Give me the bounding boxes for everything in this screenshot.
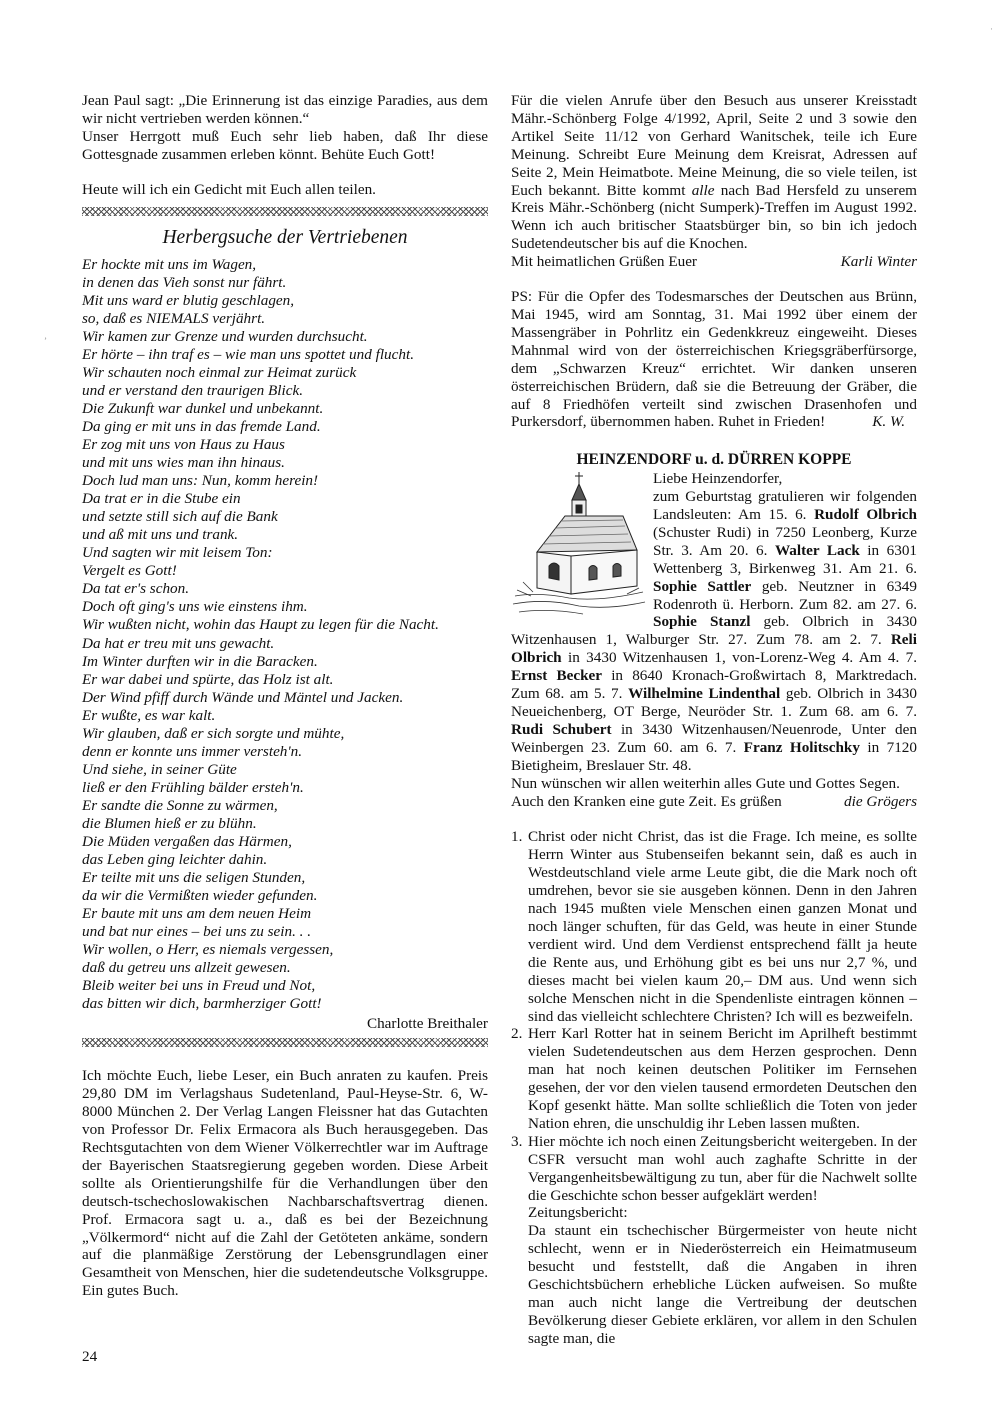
wishes-text: Auch den Kranken eine gute Zeit. Es grüßen: [511, 792, 782, 810]
greeting-signature: Karli Winter: [840, 253, 917, 271]
poem-line: Wir wußten nicht, wohin das Haupt zu legen für die Nacht.: [82, 616, 439, 634]
birthday-name: Reli Olbrich: [511, 631, 917, 667]
list-item: [511, 1025, 917, 1132]
intro-blessing: Unser Herrgott muß Euch sehr lieb haben, daß Ihr diese Gottesgnade zusammen erleben könnt. Behüte Euch Gott!: [82, 127, 488, 163]
poem-line: Da hat er treu mit uns gewacht.: [82, 634, 275, 652]
ps-signature: K. W.: [872, 413, 905, 431]
poem-line: Wir schauten noch einmal zur Heimat zurück: [82, 363, 357, 381]
poem-line: Da tat er's schon.: [82, 580, 190, 598]
list-number: 2.: [511, 1025, 523, 1043]
chapel-illustration-icon: [509, 470, 649, 616]
poem-line: die Blumen hieß er zu blühn.: [82, 814, 257, 832]
wishes: Nun wünschen wir allen weiterhin alles Gute und Gottes Segen.: [511, 774, 900, 792]
poem-line: Vergelt es Gott!: [82, 562, 177, 580]
birthday-name: Sophie Sattler: [653, 577, 752, 595]
poem-line: das Leben ging leichter dahin.: [82, 851, 268, 869]
poem-line: da wir die Vermißten wieder gefunden.: [82, 887, 318, 905]
salutation: Liebe Heinzendorfer,: [653, 470, 783, 488]
poem-line: und mit uns wies man ihn hinaus.: [82, 454, 285, 472]
calls-text-2: nach Bad Hersfeld zu unserem Kreis Mähr.-Schönberg (nicht Sumperk)-Treffen im August 1992. Wenn ich auch britischer Staatsbürger bin, so bin ich jedoch Sudetendeutscher bis auf die Knochen.: [511, 181, 917, 253]
intro-quote: Jean Paul sagt: „Die Erinnerung ist das einzige Paradies, aus dem wir nicht vertrieben werden können.“: [82, 92, 488, 127]
list-number: 3.: [511, 1132, 523, 1150]
birthday-details: in 8640 Kronach-Großwirtach 8, Marktredach. Zum 68. am 5. 7.: [511, 667, 917, 703]
list-text: Christ oder nicht Christ, das ist die Frage. Ich meine, es sollte Herrn Winter aus Stubenseifen bekannt sein, daß es auch in Westdeutschland viele arme Leute gibt, die die Mark noch oft umdrehen, bevor sie sie ausgeben können. Denn in den Jahren nach 1945 mußten viele Menschen einen ganzen Monat und noch länger schuften, für das Geld, was heute in einer Stunde verdient wird. Und dem Verdienst entsprechend fällt ja heute die Rente aus, und Erhöhung gibt es bei uns nur 2,7 %, und dieses macht bei vielen kaum 20,– DM aus. Und wenn sich solche Menschen nicht in die Spendenliste eintragen können – sind das vielleicht schlechtere Christen? Ich will es bezweifeln.: [528, 828, 917, 1025]
poem-line: Wir glauben, daß er sich sorgte und mühte,: [82, 724, 345, 742]
report-block: [511, 1204, 917, 1347]
ps-text: PS: Für die Opfer des Todesmarsches der Deutschen aus Brünn, Mai 1945, wird am Sonntag, 31. Mai 1992 über einem der Massengräber in Pohrlitz ein Gedenkkreuz eingeweiht. Dieses Mahnmal wird von der österreichischen Kriegsgräberfürsorge, dem „Schwarzen Kreuz“ errichtet. Wir danken unseren österreichischen Brüdern, daß sie die Betreuung der Gräber, die auf 8 Friedhöfen verteilt sind zwischen Drasenhofen und Purkersdorf, übernommen haben. Ruhet in Frieden!: [511, 288, 917, 431]
poem-author: Charlotte Breithaler: [366, 1014, 488, 1032]
birthday-details: geb. Olbrich in 3430 Neueichenberg, OT Berge, Neuröder Str. 1. Zum 68. am 6. 7.: [511, 685, 917, 720]
birthday-details: geb. Neutzner in 6349 Rodenroth ü. Herborn. Zum 82. am 27. 6.: [653, 577, 917, 613]
section-title: HEINZENDORF u. d. DÜRREN KOPPE: [576, 451, 852, 469]
birthday-details: in 6301 Wettenberg 3, Birkenweg 31. Am 21. 6.: [653, 541, 918, 577]
poem-line: Mit uns ward er blutig geschlagen,: [82, 291, 295, 309]
poem-line: denn er konnte uns immer versteh'n.: [82, 742, 303, 760]
birthday-details: in 3430 Witzenhausen/Neuenrode, Unter den Weinbergen 23. Zum 60. am 6. 7.: [511, 720, 917, 756]
poem-line: daß du getreu uns allzeit gewesen.: [82, 959, 291, 977]
poem-line: Er baute mit uns am dem neuen Heim: [82, 905, 312, 923]
birthday-details: (Schuster Rudi) in 7250 Leonberg, Kurze Str. 3. Am 20. 6.: [653, 523, 917, 559]
poem-line: das bitten wir dich, barmherziger Gott!: [82, 995, 322, 1013]
poem-line: und aß mit uns und trank.: [82, 526, 239, 544]
numbered-list: [511, 828, 917, 1204]
poem-line: Doch oft ging's uns wie einstens ihm.: [82, 598, 308, 616]
poem-line: und er verstand den traurigen Blick.: [82, 381, 304, 399]
poem-line: Der Wind pfiff durch Wände und Mäntel und Jacken.: [82, 688, 404, 706]
poem-title: Herbergsuche der Vertriebenen: [162, 226, 408, 248]
greeting-row: [511, 253, 917, 271]
list-item: [511, 1133, 917, 1205]
birthday-details: in 3430 Witzenhausen 1, von-Lorenz-Weg 4. Am 4. 7.: [561, 649, 917, 667]
poem-line: Er zog mit uns von Haus zu Haus: [82, 436, 285, 453]
poem-line: Bleib weiter bei uns in Freud und Not,: [82, 977, 316, 995]
poem-line: Im Winter durften wir in die Baracken.: [82, 652, 318, 670]
birthday-name: Rudi Schubert: [511, 720, 612, 738]
calls-emphasis: alle: [691, 181, 715, 199]
greeting: Mit heimatlichen Grüßen Euer: [511, 253, 697, 271]
poem-line: ließ er den Frühling bälder ersteh'n.: [82, 778, 304, 796]
birthday-name: Franz Holitschky: [743, 738, 860, 756]
poem: [82, 256, 488, 1014]
list-number: 1.: [511, 828, 523, 846]
poem-line: Die Müden vergaßen das Härmen,: [82, 833, 292, 851]
calls-text: Für die vielen Anrufe über den Besuch aus unserer Kreisstadt Mähr.-Schönberg Folge 4/1992, April, Seite 2 und 3 sowie den Artikel Seite 11/12 von Gerhard Wanitschek, teile ich Eure Meinung. Schreibt Eure Meinung dem Kreisrat, Adressen auf Seite 2, Mein Heimatbote. Meine Meinung, die so viele teilen, ist Euch bekannt. Bitte kommt: [511, 92, 917, 199]
birthday-intro: zum Geburtstag gratulieren wir folgenden Landsleuten: Am 15. 6.: [653, 488, 917, 524]
poem-line: Er hockte mit uns im Wagen,: [82, 255, 257, 273]
scan-speck: ·: [990, 24, 993, 34]
book-recommendation: Ich möchte Euch, liebe Leser, ein Buch anraten zu kaufen. Preis 29,80 DM im Verlagshaus Sudetenland, Paul-Heyse-Str. 6, W-8000 München 2. Der Verlag Langen Fleissner hat das Gutachten von Professor Dr. Felix Ermacora als Buch herausgegeben. Das Rechtsgutachten von dem Wiener Völkerrechtler war im Auftrage der Bayerischen Staatsregierung gegeben worden. Diese Arbeit sollte als Orientierungshilfe für die Verhandlungen über den deutsch-tschechoslowakischen Nachbarschaftsvertrag dienen. Prof. Ermacora sagt u. a., daß es bei der Bezeichnung „Völkermord“ nicht auf die Zahl der Getöteten ankäme, sondern auf die planmäßige Zerstörung der Lebensgrundlagen einer Gesamtheit von Menschen, hier die sudetendeutsche Volksgruppe. Ein gutes Buch.: [82, 1067, 488, 1300]
share-line: Heute will ich ein Gedicht mit Euch allen teilen.: [82, 180, 376, 198]
poem-line: Da ging er mit uns in das fremde Land.: [82, 417, 321, 435]
poem-line: in denen das Vieh sonst nur fährt.: [82, 273, 287, 291]
poem-line: Doch lud man uns: Nun, komm herein!: [82, 472, 319, 490]
poem-line: Und siehe, in seiner Güte: [82, 760, 237, 778]
poem-line: und bat nur eines – bei uns zu sein. . .: [82, 923, 312, 941]
poem-line: Er teilte mit uns die seligen Stunden,: [82, 869, 306, 887]
list-item: [511, 828, 917, 1025]
poem-line: Die Zukunft war dunkel und unbekannt.: [82, 399, 324, 417]
calls-paragraph: [511, 92, 917, 253]
birthday-name: Walter Lack: [774, 541, 860, 559]
poem-line: Wir kamen zur Grenze und wurden durchsucht.: [82, 327, 368, 345]
poem-line: Er sandte die Sonne zu wärmen,: [82, 796, 278, 814]
scan-speck: ʼ: [44, 336, 47, 346]
left-column: [82, 92, 488, 1300]
ornament-divider: [82, 1038, 488, 1047]
poem-line: Er hörte – ihn traf es – wie man uns spottet und flucht.: [82, 345, 415, 363]
list-text: Herr Karl Rotter hat in seinem Bericht im Aprilheft bestimmt vielen Sudetendeutschen aus dem Herzen gesprochen. Denn man hat noch keinen deutschen Politiker im Fernsehen gesehen, der vor den vielen tausend ermordeten Deutschen den Kopf gesenkt hätte. Man sollte schließlich die Toten von jeder Nation ehren, die unschuldig ihr Leben lassen mußten.: [528, 1025, 917, 1132]
poem-line: Er war dabei und spürte, das Holz ist alt.: [82, 670, 334, 688]
poem-line: Da trat er in die Stube ein: [82, 490, 241, 508]
poem-line: Wir wollen, o Herr, es niemals vergessen,: [82, 941, 334, 959]
poem-line: und setzte still sich auf die Bank: [82, 508, 278, 526]
birthday-name: Wilhelmine Lindenthal: [628, 685, 781, 703]
page-number: 24: [82, 1348, 98, 1365]
ps-paragraph: [511, 288, 917, 431]
poem-line: Er wußte, es war kalt.: [82, 706, 216, 724]
right-column: [511, 92, 917, 1348]
birthday-name: Rudolf Olbrich: [814, 506, 917, 524]
report-label: Zeitungsbericht:: [528, 1204, 628, 1222]
poem-line: Und sagten wir mit leisem Ton:: [82, 544, 273, 562]
birthday-name: Ernst Becker: [511, 667, 603, 685]
report-text: Da staunt ein tschechischer Bürgermeister von heute nicht schlecht, wenn er in Niederösterreich ein Heimatmuseum besucht und feststellt, daß die Angaben in ihren Geschichtsbüchern erhebliche Lücken aufweisen. So mußte man auch nicht lange die Vertreibung der deutschen Bevölkerung dieser Gebiete erklären, vor allem in den Schulen sagte man, die: [528, 1222, 917, 1347]
list-text: Hier möchte ich noch einen Zeitungsbericht weitergeben. In der CSFR versucht man wohl auch zaghafte Schritte in der Vergangenheitsbewältigung zu tun, aber für die Nachwelt sollte die Geschichte schon besser aufgeklärt werden!: [528, 1132, 917, 1204]
poem-line: so, daß es NIEMALS verjährt.: [82, 309, 266, 327]
wishes-row: [511, 793, 917, 811]
birthday-name: Sophie Stanzl: [653, 613, 751, 631]
birthday-details: geb. Olbrich in 3430 Witzenhausen 1, Walburger Str. 27. Zum 78. am 2. 7.: [511, 613, 918, 649]
ornament-divider: [82, 207, 488, 216]
birthday-details: in 7120 Bietigheim, Breslauer Str. 48.: [511, 738, 917, 774]
birthday-block: [511, 470, 917, 810]
wishes-signature: die Grögers: [844, 792, 917, 810]
